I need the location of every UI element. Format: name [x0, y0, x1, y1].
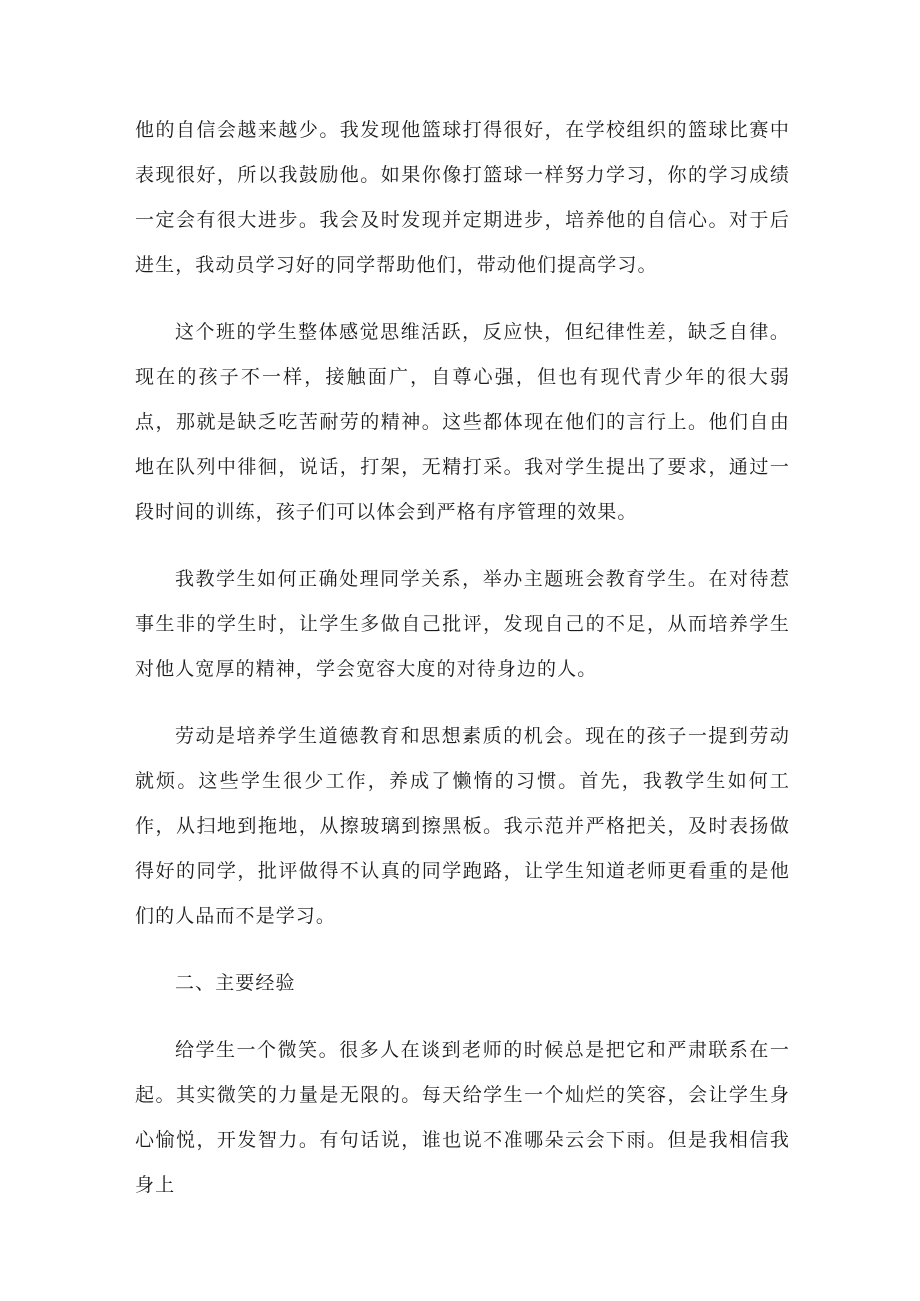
paragraph-continuation: 他的自信会越来越少。我发现他篮球打得很好，在学校组织的篮球比赛中表现很好，所以我鼓励他。如果你像打篮球一样努力学习，你的学习成绩一定会有很大进步。我会及时发现并定期进步，培养他的自信心。对于后进生，我动员学习好的同学帮助他们，带动他们提高学习。 [135, 119, 790, 276]
document-body [135, 108, 790, 1230]
section-heading: 二、主要经验 [175, 972, 296, 994]
paragraph-class-discipline: 这个班的学生整体感觉思维活跃，反应快，但纪律性差，缺乏自律。现在的孩子不一样，接触面广，自尊心强，但也有现代青少年的很大弱点，那就是缺乏吃苦耐劳的精神。这些都体现在他们的言行上。他们自由地在队列中徘徊，说话，打架，无精打采。我对学生提出了要求，通过一段时间的训练，孩子们可以体会到严格有序管理的效果。 [135, 321, 790, 523]
paragraph-classmate-relations: 我教学生如何正确处理同学关系，举办主题班会教育学生。在对待惹事生非的学生时，让学生多做自己批评，发现自己的不足，从而培养学生对他人宽厚的精神，学会宽容大度的对待身边的人。 [135, 568, 790, 680]
paragraph-smile: 给学生一个微笑。很多人在谈到老师的时候总是把它和严肃联系在一起。其实微笑的力量是无限的。每天给学生一个灿烂的笑容，会让学生身心愉悦，开发智力。有句话说，谁也说不准哪朵云会下雨。但是我相信我身上 [135, 1039, 790, 1196]
paragraph-labor-education: 劳动是培养学生道德教育和思想素质的机会。现在的孩子一提到劳动就烦。这些学生很少工作，养成了懒惰的习惯。首先，我教学生如何工作，从扫地到拖地，从擦玻璃到擦黑板。我示范并严格把关，及时表扬做得好的同学，批评做得不认真的同学跑路，让学生知道老师更看重的是他们的人品而不是学习。 [135, 725, 790, 927]
